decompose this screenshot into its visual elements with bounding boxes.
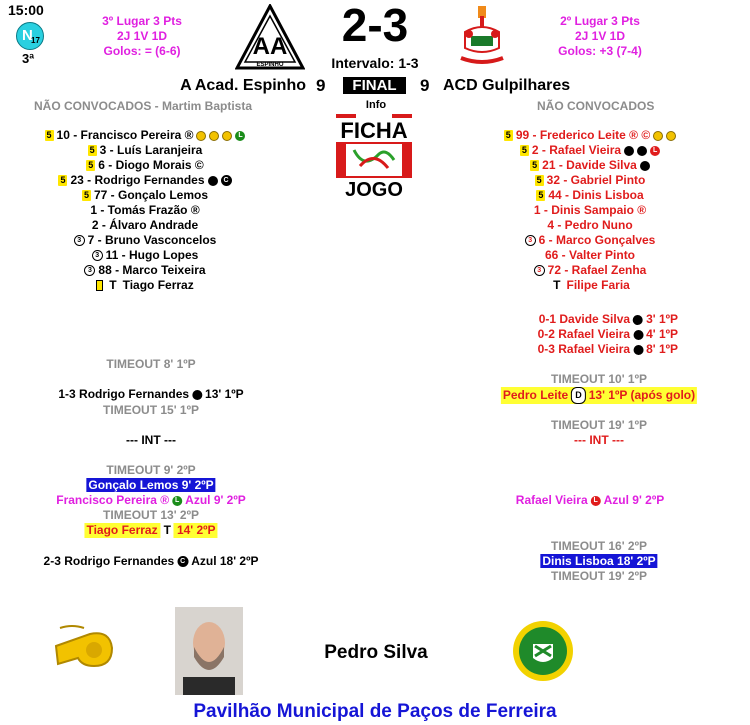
player-row[interactable] <box>0 143 290 158</box>
player-name: 32 - Gabriel Pinto <box>546 173 646 187</box>
player-name: 99 - Frederico Leite ® © <box>515 128 651 142</box>
player-name: 1 - Tomás Frazão ® <box>90 203 200 217</box>
away-timeout-1: TIMEOUT 10' 1ºP <box>551 372 647 386</box>
starter-badge: 5 <box>536 175 542 185</box>
home-event-blue1: Gonçalo Lemos 9' 2ºP <box>88 478 214 492</box>
round-label: 3ª <box>22 51 35 66</box>
player-row[interactable] <box>0 188 290 203</box>
away-event-yellow1: Pedro Leite D 13' 1ºP (após golo) <box>502 388 696 402</box>
halftime-score: Intervalo: 1-3 <box>331 55 419 71</box>
coach-icon: T <box>553 278 561 292</box>
ball-icon <box>624 146 634 156</box>
player-row[interactable] <box>0 128 290 143</box>
red-card-icon: L <box>650 146 660 156</box>
away-event-goal3: 0-3 Rafael Vieira 8' 1ºP <box>537 342 678 356</box>
home-stats-line2: 2J 1V 1D <box>116 29 168 43</box>
player-name: 44 - Dinis Lisboa <box>548 188 644 202</box>
info-link[interactable]: Info <box>365 99 387 111</box>
away-team-logo[interactable] <box>457 4 507 75</box>
player-row[interactable] <box>490 173 690 188</box>
player-row[interactable] <box>0 158 290 173</box>
goal-coin-icon <box>196 131 206 141</box>
player-name: 23 - Rodrigo Fernandes <box>70 173 205 187</box>
goal-coin-icon <box>209 131 219 141</box>
player-row[interactable] <box>0 248 290 263</box>
away-team-name[interactable]: ACD Gulpilhares <box>443 77 571 94</box>
starter-badge: 5 <box>538 190 544 200</box>
starter-badge: 5 <box>505 130 511 140</box>
whistle-icon <box>50 624 116 679</box>
player-name: 1 - Dinis Sampaio ® <box>533 203 647 217</box>
match-status: FINAL <box>343 77 406 94</box>
home-not-called: NÃO CONVOCADOS - Martim Baptista <box>34 99 253 113</box>
away-event-goal1: 0-1 Davide Silva 3' 1ºP <box>538 312 678 326</box>
player-name: 2 - Rafael Vieira <box>531 143 622 157</box>
ball-icon <box>637 146 647 156</box>
away-not-called: NÃO CONVOCADOS <box>537 99 655 113</box>
player-name: 66 - Valter Pinto <box>544 248 636 262</box>
away-player-list <box>490 128 690 293</box>
green-card-icon: L <box>172 496 182 506</box>
red-card-icon: L <box>591 496 601 506</box>
svg-text:JOGO: JOGO <box>345 179 403 201</box>
player-name: 2 - Álvaro Andrade <box>91 218 199 232</box>
home-team-logo[interactable] <box>235 4 305 75</box>
svg-text:ESPINHO: ESPINHO <box>256 62 284 68</box>
player-row[interactable] <box>0 278 290 293</box>
home-timeout-3: TIMEOUT 9' 2ºP <box>106 463 196 477</box>
player-row[interactable] <box>490 248 690 263</box>
player-name: 3 - Luís Laranjeira <box>99 143 203 157</box>
starter-badge: 5 <box>532 160 538 170</box>
score: 2-3 <box>341 0 409 51</box>
home-event-yellow1: Tiago Ferraz T 14' 2ºP <box>86 523 216 537</box>
player-name: 11 - Hugo Lopes <box>105 248 199 262</box>
substitute-icon: 3 <box>84 265 95 276</box>
ball-icon <box>633 330 643 340</box>
player-name: 88 - Marco Teixeira <box>98 263 206 277</box>
player-name: 6 - Marco Gonçalves <box>538 233 656 247</box>
away-timeout-3: TIMEOUT 16' 2ºP <box>551 539 647 553</box>
away-event-blue1: Dinis Lisboa 18' 2ºP <box>542 554 656 568</box>
player-row[interactable] <box>0 233 290 248</box>
player-name: 4 - Pedro Nuno <box>547 218 633 232</box>
yellow-card-icon <box>96 280 103 291</box>
substitute-icon: 3 <box>74 235 85 246</box>
player-row[interactable] <box>490 188 690 203</box>
away-stats-line3: Golos: +3 (7-4) <box>558 44 642 58</box>
green-card-icon: L <box>235 131 245 141</box>
away-fouls: 9 <box>420 76 430 95</box>
coach-icon: T <box>161 523 174 538</box>
referee-name: Pedro Silva <box>324 642 428 663</box>
ball-icon <box>633 315 643 325</box>
ball-icon <box>192 390 202 400</box>
home-player-list <box>0 128 290 293</box>
ball-icon <box>640 161 650 171</box>
home-team-name[interactable]: A Acad. Espinho <box>180 77 306 94</box>
starter-badge: 5 <box>60 175 66 185</box>
player-row[interactable] <box>0 203 290 218</box>
ficha-jogo-logo[interactable] <box>324 110 424 207</box>
venue-name[interactable]: Pavilhão Municipal de Paços de Ferreira <box>193 701 557 722</box>
match-time: 15:00 <box>8 2 44 18</box>
goal-coin-icon <box>653 131 663 141</box>
home-timeout-2: TIMEOUT 15' 1ºP <box>103 403 199 417</box>
substitute-icon: 3 <box>534 265 545 276</box>
player-row[interactable] <box>490 218 690 233</box>
player-row[interactable] <box>0 173 290 188</box>
player-name: 72 - Rafael Zenha <box>547 263 647 277</box>
player-name: 7 - Bruno Vasconcelos <box>87 233 217 247</box>
svg-text:FICHA: FICHA <box>340 118 408 143</box>
away-event-azul1: Rafael Vieira L Azul 9' 2ºP <box>515 493 665 507</box>
home-event-goal1: 1-3 Rodrigo Fernandes 13' 1ºP <box>58 387 244 401</box>
home-timeout-4: TIMEOUT 13' 2ºP <box>103 508 199 522</box>
away-timeout-2: TIMEOUT 19' 1ºP <box>551 418 647 432</box>
ball-icon <box>633 345 643 355</box>
starter-badge: 5 <box>46 130 52 140</box>
home-fouls: 9 <box>316 76 326 95</box>
starter-badge: 5 <box>89 145 95 155</box>
goal-coin-icon <box>222 131 232 141</box>
coach-icon: T <box>109 278 117 292</box>
player-row[interactable] <box>490 158 690 173</box>
svg-text:AA: AA <box>252 33 288 60</box>
player-row[interactable] <box>490 128 690 143</box>
referee-photo[interactable] <box>175 607 243 695</box>
away-stats-line1: 2º Lugar 3 Pts <box>560 14 640 28</box>
player-row[interactable] <box>490 143 690 158</box>
player-name: 21 - Davide Silva <box>542 158 637 172</box>
player-name: 77 - Gonçalo Lemos <box>93 188 209 202</box>
association-logo[interactable] <box>511 620 575 687</box>
goal-coin-icon <box>666 131 676 141</box>
home-event-azul1: Francisco Pereira ® L Azul 9' 2ºP <box>56 493 246 507</box>
player-row[interactable] <box>490 278 690 293</box>
player-row[interactable] <box>490 233 690 248</box>
starter-badge: 5 <box>88 160 94 170</box>
player-name: Filipe Faria <box>566 278 630 292</box>
home-event-goal2: 2-3 Rodrigo Fernandes C Azul 18' 2ºP <box>43 554 259 568</box>
home-stats-line3: Golos: = (6-6) <box>103 44 181 58</box>
player-name: Tiago Ferraz <box>122 278 194 292</box>
away-interval: --- INT --- <box>574 433 624 447</box>
starter-badge: 5 <box>521 145 527 155</box>
home-timeout-1: TIMEOUT 8' 1ºP <box>106 357 196 371</box>
ball-icon <box>208 176 218 186</box>
blue-card-icon: C <box>177 556 188 567</box>
substitute-icon: 3 <box>92 250 103 261</box>
coach-d-icon: D <box>571 387 586 404</box>
player-row[interactable] <box>0 218 290 233</box>
away-timeout-4: TIMEOUT 19' 2ºP <box>551 569 647 583</box>
round-badge-icon: N 17 <box>16 22 44 50</box>
away-stats-line2: 2J 1V 1D <box>574 29 626 43</box>
player-row[interactable] <box>490 203 690 218</box>
player-name: 6 - Diogo Morais © <box>98 158 204 172</box>
player-row[interactable] <box>490 263 690 278</box>
substitute-icon: 3 <box>525 235 536 246</box>
player-name: 10 - Francisco Pereira ® <box>56 128 194 142</box>
blue-card-icon: C <box>221 175 232 186</box>
starter-badge: 5 <box>83 190 89 200</box>
home-stats-line1: 3º Lugar 3 Pts <box>102 14 182 28</box>
player-row[interactable] <box>0 263 290 278</box>
away-event-goal2: 0-2 Rafael Vieira 4' 1ºP <box>537 327 678 341</box>
home-interval: --- INT --- <box>126 433 176 447</box>
